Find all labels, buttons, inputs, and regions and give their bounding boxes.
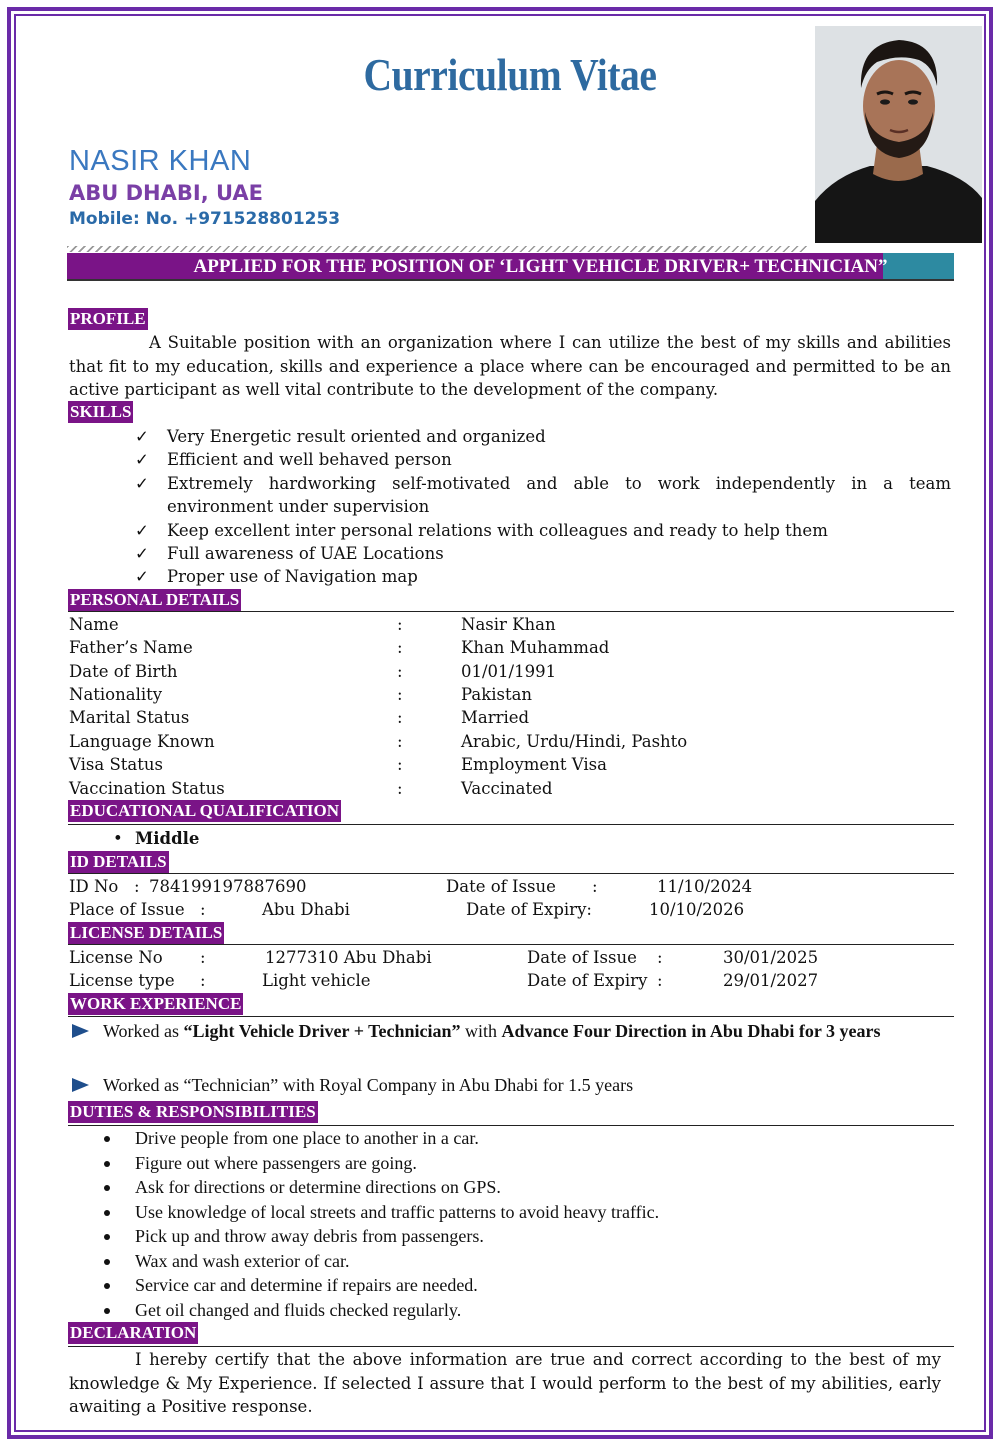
section-heading-profile: PROFILE — [70, 309, 146, 328]
list-item — [135, 472, 951, 519]
personal-row-name — [69, 613, 949, 636]
license-no-label: License No — [69, 948, 163, 967]
profile-text — [69, 331, 951, 402]
id-number-label: ID No — [69, 877, 119, 896]
position-banner-text: APPLIED FOR THE POSITION OF ‘LIGHT VEHICLE DRIVER+ TECHNICIAN” — [193, 256, 888, 277]
row-label: Visa Status — [69, 755, 163, 774]
section-divider — [68, 944, 954, 945]
work-role: “Light Vehicle Driver + Technician” — [183, 1021, 461, 1041]
row-value: Khan Muhammad — [461, 638, 610, 657]
license-expiry-value: 29/01/2027 — [723, 971, 819, 990]
work-entry-2-text: Worked as “Technician” with Royal Company in Abu Dhabi for 1.5 years — [103, 1075, 634, 1095]
section-heading-license: LICENSE DETAILS — [70, 923, 223, 942]
work-text: Worked as — [103, 1021, 184, 1041]
personal-row-visa — [69, 753, 949, 776]
license-type-colon: : — [200, 971, 206, 990]
decorative-hatch-line — [67, 246, 807, 252]
section-heading-personal: PERSONAL DETAILS — [70, 590, 240, 609]
row-value: Married — [461, 708, 530, 727]
checkmark-icon: ✓ — [135, 544, 149, 564]
work-entry-1-text — [103, 1018, 951, 1044]
candidate-mobile: Mobile: No. +971528801253 — [69, 209, 341, 229]
row-separator: : — [397, 662, 403, 681]
list-item — [135, 448, 951, 471]
license-expiry-label: Date of Expiry — [527, 971, 648, 990]
portrait-image — [815, 26, 982, 243]
id-place-value: Abu Dhabi — [262, 900, 350, 919]
row-label: Language Known — [69, 732, 215, 751]
row-value: 01/01/1991 — [461, 662, 557, 681]
id-place-label: Place of Issue — [69, 900, 185, 919]
skill-text: Efficient and well behaved person — [167, 450, 452, 470]
id-issue-value: 11/10/2024 — [657, 877, 753, 896]
row-separator: : — [397, 685, 403, 704]
checkmark-icon: ✓ — [135, 520, 149, 540]
duty-text: Wax and wash exterior of car. — [135, 1250, 350, 1271]
list-item — [100, 1200, 659, 1225]
section-heading-id: ID DETAILS — [70, 852, 167, 871]
checkmark-icon: ✓ — [135, 473, 149, 493]
license-expiry-colon: : — [657, 971, 663, 990]
row-separator: : — [397, 779, 403, 798]
duty-text: Service car and determine if repairs are needed. — [135, 1275, 478, 1295]
list-item — [100, 1298, 659, 1323]
section-divider — [68, 1346, 954, 1347]
profile-photo — [815, 26, 982, 243]
personal-row-marital — [69, 706, 949, 729]
list-item — [100, 1224, 659, 1249]
row-separator: : — [397, 732, 403, 751]
row-label: Name — [69, 615, 119, 634]
personal-row-vaccination — [69, 777, 949, 800]
duty-text: Get oil changed and fluids checked regularly. — [135, 1299, 462, 1320]
row-value: Vaccinated — [461, 779, 553, 798]
row-separator: : — [397, 638, 403, 657]
id-issue-label: Date of Issue — [446, 877, 556, 896]
section-heading-declaration: DECLARATION — [70, 1323, 197, 1342]
license-no-colon: : — [200, 948, 206, 967]
id-expiry-label: Date of Expiry: — [466, 900, 592, 919]
list-item — [100, 1151, 659, 1176]
bullet-icon — [104, 1259, 110, 1265]
section-divider — [68, 1016, 954, 1017]
document-title: Curriculum Vitae — [363, 49, 657, 100]
id-expiry-value: 10/10/2026 — [649, 900, 745, 919]
personal-row-dob — [69, 660, 949, 683]
row-label: Date of Birth — [69, 662, 178, 681]
position-banner — [67, 253, 954, 281]
skills-list — [135, 425, 951, 589]
skill-text: Very Energetic result oriented and organized — [167, 427, 546, 446]
profile-text-content: A Suitable position with an organization where I can utilize the best of my skills and abilities that fit to my education, skills and experience a place where can be encouraged and permitted to be an active participant as well vital contribute to the development of the company. — [69, 333, 951, 399]
education-item: Middle — [135, 829, 200, 848]
row-value: Nasir Khan — [461, 615, 556, 634]
skill-text: Full awareness of UAE Locations — [167, 544, 444, 564]
section-heading-education: EDUCATIONAL QUALIFICATION — [70, 801, 340, 820]
id-number-colon: : — [134, 877, 140, 896]
personal-row-nationality — [69, 683, 949, 706]
row-value: Arabic, Urdu/Hindi, Pashto — [461, 732, 688, 751]
section-divider — [68, 873, 954, 874]
duty-text: Pick up and throw away debris from passengers. — [135, 1226, 484, 1246]
candidate-location: ABU DHABI, UAE — [69, 181, 263, 205]
duty-text: Figure out where passengers are going. — [135, 1152, 417, 1173]
license-issue-value: 30/01/2025 — [723, 948, 819, 967]
list-item — [135, 542, 951, 565]
arrow-bullet-icon — [72, 1078, 89, 1092]
bullet-icon — [104, 1185, 110, 1191]
declaration-text-content: I hereby certify that the above information are true and correct according to the best of my knowledge & My Experience. If selected I assure that I would perform to the best of my abilities, early awaiting a Positive response. — [69, 1350, 941, 1416]
license-no-value: 1277310 Abu Dhabi — [265, 948, 432, 967]
license-issue-colon: : — [657, 948, 663, 967]
list-item — [100, 1273, 659, 1298]
education-bullet: • — [113, 829, 123, 848]
section-heading-skills: SKILLS — [70, 402, 132, 421]
list-item — [135, 519, 951, 542]
checkmark-icon: ✓ — [135, 567, 149, 587]
list-item — [100, 1175, 659, 1200]
id-number-value: 784199197887690 — [149, 877, 307, 896]
duty-text: Use knowledge of local streets and traffic patterns to avoid heavy traffic. — [135, 1201, 660, 1222]
section-heading-duties: DUTIES & RESPONSIBILITIES — [70, 1102, 316, 1121]
work-entry-1 — [69, 1018, 951, 1044]
row-separator: : — [397, 615, 403, 634]
declaration-text — [69, 1348, 941, 1419]
license-type-label: License type — [69, 971, 175, 990]
checkmark-icon: ✓ — [135, 427, 149, 446]
duty-text: Drive people from one place to another in a car. — [135, 1128, 479, 1148]
row-separator: : — [397, 708, 403, 727]
row-label: Marital Status — [69, 708, 190, 727]
bullet-icon — [104, 1308, 110, 1314]
license-issue-label: Date of Issue — [527, 948, 637, 967]
bullet-icon — [104, 1283, 110, 1289]
id-place-colon: : — [200, 900, 206, 919]
duties-list — [100, 1126, 659, 1322]
bullet-icon — [104, 1210, 110, 1216]
list-item — [135, 565, 951, 588]
work-entry-2 — [69, 1072, 951, 1098]
skill-text: Proper use of Navigation map — [167, 567, 418, 587]
section-heading-work: WORK EXPERIENCE — [70, 994, 242, 1013]
row-label: Nationality — [69, 685, 163, 704]
license-type-value: Light vehicle — [262, 971, 371, 990]
row-separator: : — [397, 755, 403, 774]
work-text: with — [460, 1021, 502, 1041]
list-item — [135, 425, 951, 448]
bullet-icon — [104, 1161, 110, 1167]
skill-text: Extremely hardworking self-motivated and able to work independently in a team environment under supervision — [167, 473, 951, 517]
checkmark-icon: ✓ — [135, 450, 149, 470]
id-issue-colon: : — [592, 877, 598, 896]
arrow-bullet-icon — [72, 1024, 89, 1038]
section-divider — [68, 824, 954, 825]
row-label: Father’s Name — [69, 638, 193, 657]
row-label: Vaccination Status — [69, 779, 225, 798]
bullet-icon — [104, 1136, 110, 1142]
duty-text: Ask for directions or determine directions on GPS. — [135, 1177, 501, 1197]
personal-row-father — [69, 636, 949, 659]
work-company: Advance Four Direction in Abu Dhabi for 3 years — [501, 1021, 881, 1041]
bullet-icon — [104, 1234, 110, 1240]
list-item — [100, 1249, 659, 1274]
personal-row-language — [69, 730, 949, 753]
row-value: Pakistan — [461, 685, 533, 704]
section-divider — [68, 611, 954, 612]
candidate-name: NASIR KHAN — [69, 145, 252, 177]
skill-text: Keep excellent inter personal relations with colleagues and ready to help them — [167, 520, 828, 540]
list-item — [100, 1126, 659, 1151]
row-value: Employment Visa — [461, 755, 607, 774]
